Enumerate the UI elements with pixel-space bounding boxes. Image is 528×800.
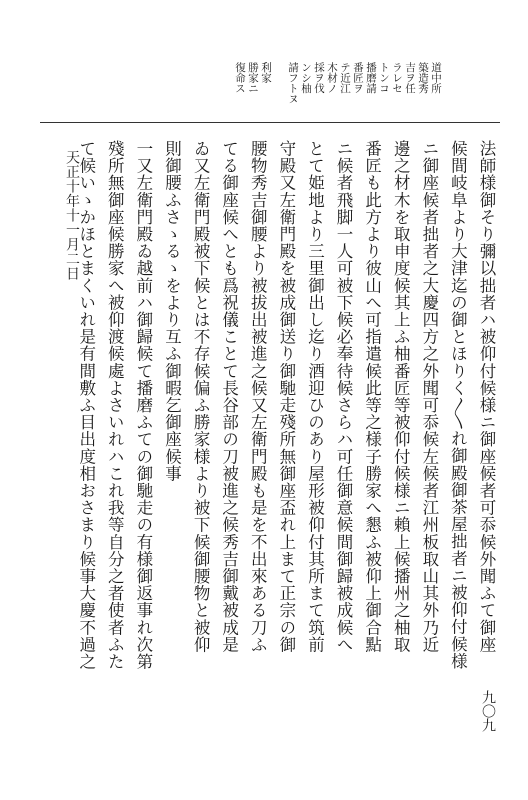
text-line: ニ御座候者拙者之大慶四方之外聞可忝候左候者江州板取山其外乃近 <box>419 140 439 653</box>
header-column: トンコ <box>378 62 390 94</box>
text-line: ニ候者飛脚一人可被下候必奉待候さらハ可任御意候間御歸被成候へ <box>334 140 354 653</box>
page-number: 九〇九 <box>480 690 496 732</box>
text-line: 腰物秀吉御腰より被拔出被進之候又左衛門殿も是を不出來ある刀ふ <box>248 140 268 653</box>
text-line: 法師様御そり彌以拙者ハ被仰付候様ニ御座候者可忝候外聞ふて御座 <box>477 140 496 653</box>
text-line: 一又左衛門殿ゐ越前ハ御歸候て播磨ふての御馳走の有様御返事れ次第 <box>133 140 153 671</box>
main-text <box>71 140 500 700</box>
header-column: ラレセ <box>391 62 403 94</box>
header-column: 勝家ニ <box>247 62 259 94</box>
text-line: 番匠も此方より彼山へ可指遣候此等之様子勝家へ懇ふ被仰上御合點 <box>362 140 382 653</box>
text-line: ゐ又左衛門殿被下候とは不存候偏ふ勝家様より被下候御腰物と被仰 <box>191 140 211 653</box>
header-column: 採ヲ伐 <box>313 62 325 94</box>
header-divider <box>40 122 500 123</box>
header-column: 道中所 <box>430 62 442 94</box>
text-line: 邊之材木を取申度候其上ふ柚番匠等被仰付候様ニ賴上候播州之柚取 <box>391 140 411 653</box>
text-line: 守殿又左衛門殿を被成御送り御馳走殘所無御座盃れ上まて正宗の御 <box>276 140 296 653</box>
text-line: 候間岐阜より大津迄の御とほりく〳〵れ御殿御茶屋拙者ニ被仰付候様 <box>448 140 468 670</box>
header-column: 吉ヲ任 <box>404 62 416 94</box>
document-date: 天正十年十一月二日 <box>64 150 80 281</box>
text-line: 則御腰ふさゝるゝをより互ふ御暇乞御座候事 <box>162 140 182 482</box>
header-column: 利家 <box>260 62 272 83</box>
header-column: 築造秀 <box>417 62 429 94</box>
header-column: ンシ柚 <box>300 62 312 94</box>
header-column: 請フトヌ <box>287 62 299 104</box>
text-line: てる御座候へとも爲祝儀ことて長谷部の刀被進之候秀吉御戴被成是 <box>219 140 239 653</box>
text-line: て候いゝかほとまくいれ是有間敷ふ目出度相おさまり候事大慶不過之 <box>76 140 96 671</box>
header-column: テ近江 <box>339 62 351 94</box>
header-column: 番匠ヲ <box>352 62 364 94</box>
text-line: とて姫地より三里御出し迄り酒迎ひのあり屋形被仰付其所まて筑前 <box>305 140 325 653</box>
text-line: 殘所無御座候勝家へ被仰渡候處よさいれハこれ我等自分之者使者ふた <box>105 140 125 671</box>
header-annotation <box>233 62 442 118</box>
header-column: 復命ス <box>234 62 246 94</box>
header-spacer <box>272 62 286 118</box>
header-column: 木材ノ <box>326 62 338 94</box>
header-column: 播磨請 <box>365 62 377 94</box>
